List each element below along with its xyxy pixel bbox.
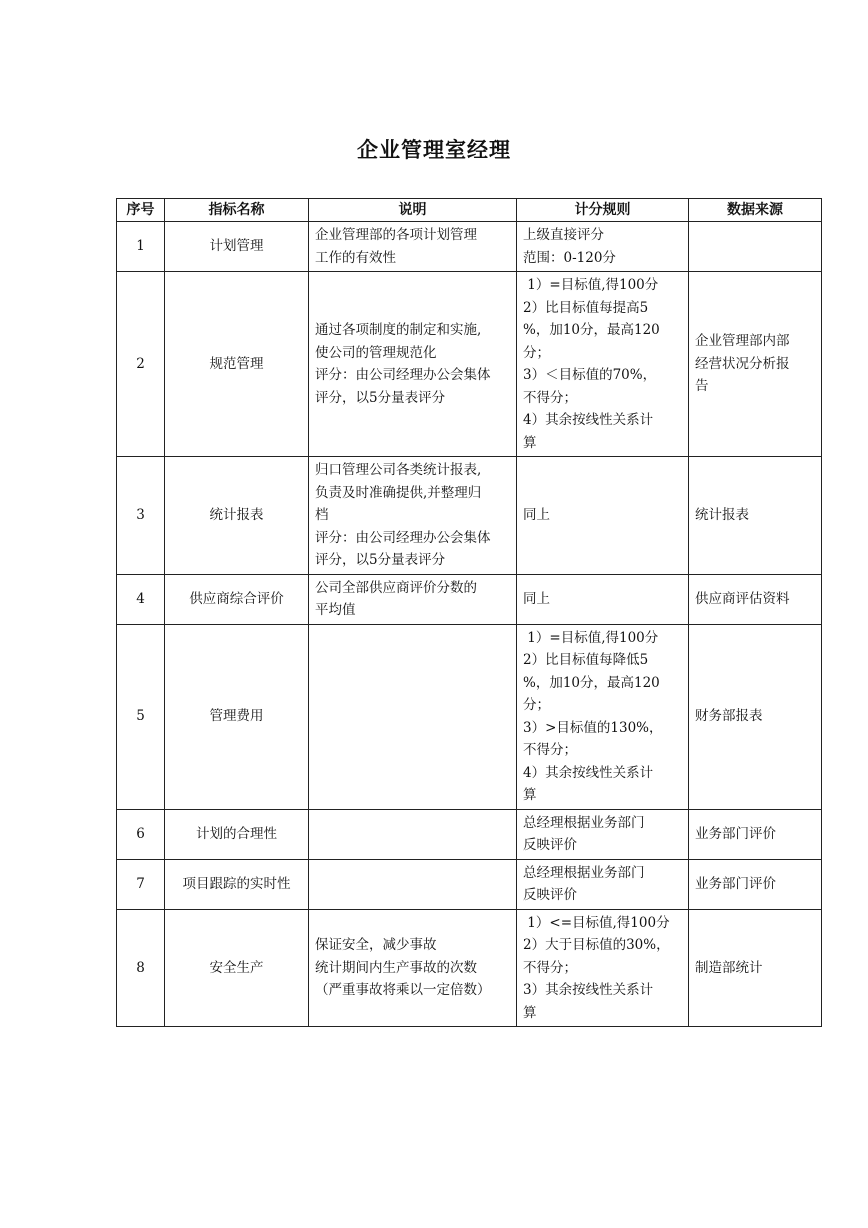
- cell-source: [689, 859, 822, 909]
- cell-desc: [309, 859, 517, 909]
- cell-desc: [309, 624, 517, 809]
- rule-line: 2）比目标值每提高5: [523, 299, 649, 316]
- rule-line: 4）其余按线性关系计: [523, 412, 654, 428]
- cell-name: 项目跟踪的实时性: [165, 859, 309, 909]
- rule-line: 总经理根据业务部门: [523, 864, 645, 881]
- rule-line: 1）=目标值,得100分: [523, 277, 659, 293]
- cell-desc: [309, 574, 517, 624]
- rule-line: 不得分；: [523, 742, 577, 758]
- source-line: 业务部门评价: [695, 875, 776, 892]
- table-row: [117, 457, 822, 575]
- desc-line: 统计期间内生产事故的次数: [315, 959, 477, 976]
- cell-source: [689, 222, 822, 272]
- rule-line: 算: [523, 1004, 537, 1021]
- table-row: [117, 859, 822, 909]
- desc-line: 评分：由公司经理办公会集体: [315, 367, 491, 383]
- table-row: [117, 272, 822, 457]
- rule-line: 算: [523, 434, 537, 451]
- rule-line: 2）比目标值每降低5: [523, 652, 649, 668]
- cell-name: 计划管理: [165, 222, 309, 272]
- rule-line: %，加10分，最高120: [523, 674, 660, 691]
- desc-line: 档: [315, 507, 329, 523]
- desc-line: 使公司的管理规范化: [315, 344, 437, 361]
- cell-name: 计划的合理性: [165, 809, 309, 859]
- cell-rule: [517, 222, 689, 272]
- cell-name: 管理费用: [165, 624, 309, 809]
- rule-line: 3）＜目标值的70%，: [523, 367, 657, 383]
- cell-name: 供应商综合评价: [165, 574, 309, 624]
- cell-rule: [517, 624, 689, 809]
- cell-name: 安全生产: [165, 909, 309, 1027]
- source-line: 财务部报表: [695, 708, 763, 725]
- rule-line: %，加10分，最高120: [523, 322, 660, 338]
- source-line: 业务部门评价: [695, 825, 776, 842]
- cell-desc: [309, 909, 517, 1027]
- table-row: [117, 809, 822, 859]
- desc-line: （严重事故将乘以一定倍数）: [315, 982, 491, 998]
- rule-line: 分；: [523, 697, 550, 713]
- source-line: 统计报表: [695, 507, 749, 523]
- cell-rule: [517, 859, 689, 909]
- source-line: 经营状况分析报: [695, 355, 790, 372]
- rule-line: 分；: [523, 344, 550, 361]
- desc-line: 通过各项制度的制定和实施,: [315, 322, 482, 338]
- cell-source: [689, 809, 822, 859]
- cell-name: 统计报表: [165, 457, 309, 575]
- cell-rule: [517, 574, 689, 624]
- source-line: 供应商评估资料: [695, 590, 790, 607]
- desc-line: 归口管理公司各类统计报表,: [315, 462, 482, 478]
- desc-line: 工作的有效性: [315, 249, 396, 266]
- rule-line: 上级直接评分: [523, 227, 604, 243]
- rule-line: 不得分；: [523, 959, 577, 976]
- header-name: 指标名称: [165, 199, 309, 222]
- cell-source: [689, 909, 822, 1027]
- cell-source: [689, 457, 822, 575]
- rule-line: 1）=目标值,得100分: [523, 629, 659, 646]
- table-row: [117, 574, 822, 624]
- cell-source: [689, 624, 822, 809]
- table-row: [117, 222, 822, 272]
- cell-no: 2: [117, 272, 165, 457]
- cell-desc: [309, 457, 517, 575]
- rule-line: 算: [523, 787, 537, 803]
- cell-no: 7: [117, 859, 165, 909]
- cell-desc: [309, 272, 517, 457]
- source-line: 告: [695, 378, 709, 395]
- desc-line: 平均值: [315, 602, 356, 618]
- cell-name: 规范管理: [165, 272, 309, 457]
- rule-line: 同上: [523, 590, 550, 607]
- desc-line: 公司全部供应商评价分数的: [315, 579, 477, 596]
- rule-line: 反映评价: [523, 837, 577, 853]
- rule-line: 同上: [523, 507, 550, 523]
- cell-rule: [517, 909, 689, 1027]
- cell-no: 3: [117, 457, 165, 575]
- rule-line: 3）其余按线性关系计: [523, 982, 654, 998]
- cell-source: [689, 272, 822, 457]
- desc-line: 负责及时准确提供,并整理归: [315, 484, 482, 501]
- cell-desc: [309, 222, 517, 272]
- cell-rule: [517, 272, 689, 457]
- rule-line: 范围：0-120分: [523, 249, 616, 266]
- cell-rule: [517, 809, 689, 859]
- table-header-row: [117, 199, 822, 222]
- rule-line: 2）大于目标值的30%，: [523, 937, 670, 953]
- source-line: 企业管理部内部: [695, 333, 790, 350]
- header-no: 序号: [117, 199, 165, 222]
- rule-line: 1）<=目标值,得100分: [523, 914, 670, 931]
- table-body: [117, 222, 822, 1027]
- desc-line: 评分，以5分量表评分: [315, 552, 446, 568]
- desc-line: 评分：由公司经理办公会集体: [315, 529, 491, 546]
- cell-no: 5: [117, 624, 165, 809]
- table-row: [117, 624, 822, 809]
- rule-line: 反映评价: [523, 887, 577, 903]
- rule-line: 3）>目标值的130%，: [523, 719, 663, 736]
- cell-no: 8: [117, 909, 165, 1027]
- desc-line: 保证安全，减少事故: [315, 937, 437, 953]
- cell-desc: [309, 809, 517, 859]
- cell-source: [689, 574, 822, 624]
- header-rule: 计分规则: [517, 199, 689, 222]
- rule-line: 总经理根据业务部门: [523, 814, 645, 831]
- kpi-table: [116, 198, 822, 1027]
- header-source: 数据来源: [689, 199, 822, 222]
- desc-line: 评分，以5分量表评分: [315, 389, 446, 406]
- rule-line: 不得分；: [523, 389, 577, 406]
- cell-no: 1: [117, 222, 165, 272]
- cell-rule: [517, 457, 689, 575]
- source-line: 制造部统计: [695, 959, 763, 976]
- desc-line: 企业管理部的各项计划管理: [315, 227, 477, 243]
- cell-no: 6: [117, 809, 165, 859]
- table-row: [117, 909, 822, 1027]
- page-title: 企业管理室经理: [357, 138, 511, 162]
- header-desc: 说明: [309, 199, 517, 222]
- cell-no: 4: [117, 574, 165, 624]
- rule-line: 4）其余按线性关系计: [523, 764, 654, 781]
